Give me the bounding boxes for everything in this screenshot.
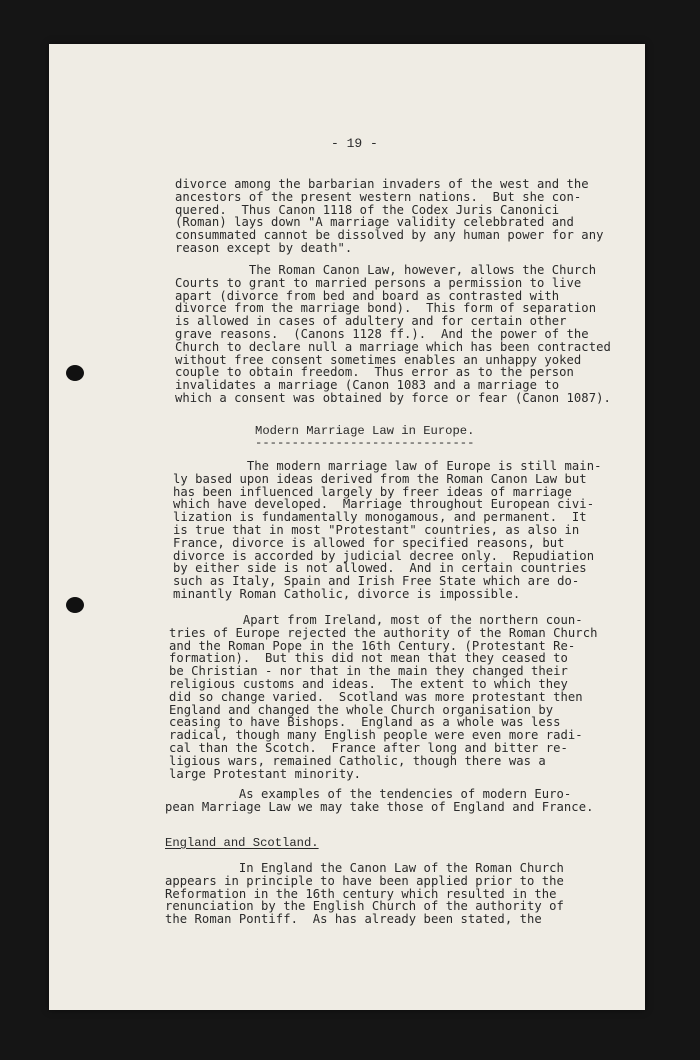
text-line: is true that in most "Protestant" countries, as also in (173, 522, 580, 537)
section-heading-england-scotland: England and Scotland. (165, 836, 319, 850)
text-line: which have developed. Marriage throughout European civi- (173, 497, 595, 512)
text-line: tries of Europe rejected the authority of the Roman Church (169, 625, 598, 640)
text-line: radical, though many English people were even more radi- (169, 728, 583, 743)
text-line: ligious wars, remained Catholic, though there was a (169, 753, 546, 768)
text-line: The modern marriage law of Europe is still main- (173, 459, 602, 473)
text-line: The Roman Canon Law, however, allows the Church (175, 263, 597, 277)
text-line: grave reasons. (Canons 1128 ff.). And the power of the (175, 326, 589, 341)
text-line: without free consent sometimes enables an unhappy yoked (175, 352, 582, 367)
text-line: divorce is accorded by judicial decree only. Repudiation (173, 548, 595, 563)
text-line: pean Marriage Law we may take those of England and France. (165, 799, 594, 814)
text-line: ancestors of the present western nations. But she con- (175, 189, 582, 204)
text-line: cal than the Scotch. France after long and bitter re- (169, 740, 568, 755)
paragraph-1 (175, 178, 603, 255)
text-line: is allowed in cases of adultery and for certain other (175, 314, 567, 329)
text-line: the Roman Pontiff. As has already been stated, the (165, 912, 542, 927)
text-line: appears in principle to have been applied prior to the (165, 873, 564, 888)
text-line: renunciation by the English Church of the authority of (165, 899, 564, 914)
text-line: apart (divorce from bed and board as contrasted with (175, 288, 560, 303)
text-line: England and changed the whole Church organisation by (169, 702, 554, 717)
text-line: reason except by death". (175, 240, 353, 255)
paragraph-3 (173, 460, 601, 601)
paragraph-4 (169, 614, 597, 780)
text-line: Courts to grant to married persons a permission to live (175, 275, 582, 290)
text-line: divorce from the marriage bond). This form of separation (175, 301, 597, 316)
text-line: ceasing to have Bishops. England as a whole was less (169, 715, 561, 730)
text-line: has been influenced largely by freer ideas of marriage (173, 484, 572, 499)
document-page (49, 44, 645, 1010)
paragraph-5 (165, 788, 593, 814)
text-line: France, divorce is allowed for specified reasons, but (173, 535, 565, 550)
paragraph-6 (165, 862, 564, 926)
text-line: did so change varied. Scotland was more protestant then (169, 689, 583, 704)
text-line: by either side is not allowed. And in certain countries (173, 561, 587, 576)
text-line: be Christian - nor that in the main they changed their (169, 664, 568, 679)
text-line: divorce among the barbarian invaders of the west and the (175, 177, 589, 191)
heading-dash-rule: ------------------------------ (255, 436, 475, 450)
text-line: Reformation in the 16th century which resulted in the (165, 886, 557, 901)
text-line: couple to obtain freedom. Thus error as to the person (175, 365, 574, 380)
text-line: Apart from Ireland, most of the northern coun- (169, 613, 583, 627)
text-line: such as Italy, Spain and Irish Free State which are do- (173, 574, 580, 589)
page-number: - 19 - (331, 136, 378, 151)
paragraph-2 (175, 264, 611, 405)
text-line: formation). But this did not mean that they ceased to (169, 651, 568, 666)
text-line: large Protestant minority. (169, 766, 362, 781)
text-line: lization is fundamentally monogamous, and permanent. It (173, 510, 587, 525)
text-line: In England the Canon Law of the Roman Church (165, 861, 564, 875)
text-line: quered. Thus Canon 1118 of the Codex Juris Canonici (175, 202, 560, 217)
text-line: invalidates a marriage (Canon 1083 and a marriage to (175, 378, 560, 393)
section-heading-modern-marriage-law: Modern Marriage Law in Europe. (255, 424, 475, 438)
text-line: As examples of the tendencies of modern Euro- (165, 787, 572, 801)
text-line: minantly Roman Catholic, divorce is impossible. (173, 586, 521, 601)
text-line: religious customs and ideas. The extent to which they (169, 676, 568, 691)
text-line: which a consent was obtained by force or fear (Canon 1087). (175, 390, 611, 405)
text-line: consummated cannot be dissolved by any human power for any (175, 228, 604, 243)
text-line: and the Roman Pope in the 16th Century. (Protestant Re- (169, 638, 576, 653)
punch-hole (66, 597, 84, 613)
punch-hole (66, 365, 84, 381)
text-line: ly based upon ideas derived from the Roman Canon Law but (173, 471, 587, 486)
text-line: (Roman) lays down "A marriage validity celebbrated and (175, 215, 574, 230)
text-line: Church to declare null a marriage which has been contracted (175, 339, 611, 354)
